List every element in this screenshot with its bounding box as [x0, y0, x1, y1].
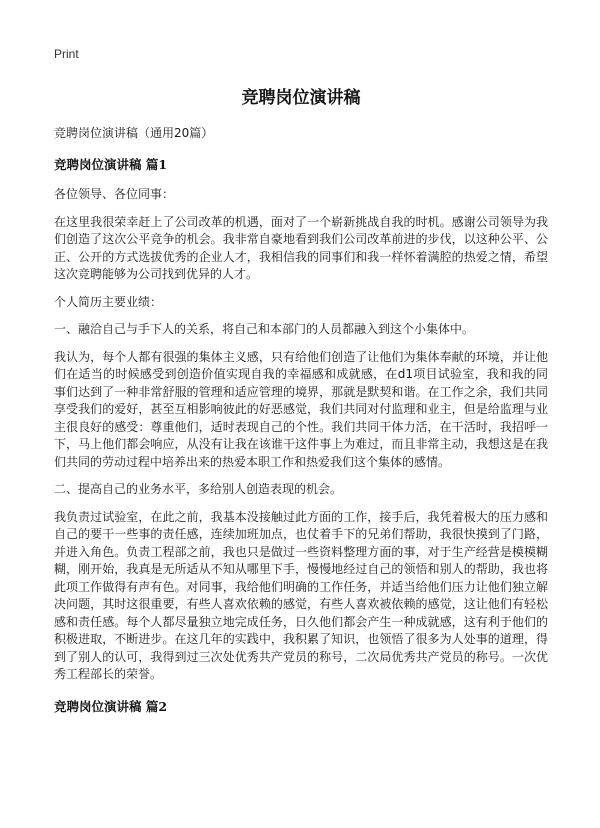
body-paragraph: 一、融洽自己与手下人的关系，将自己和本部门的人员都融入到这个小集体中。: [54, 322, 475, 336]
document-subtitle: 竞聘岗位演讲稿（通用20篇）: [54, 126, 214, 140]
greeting-paragraph: 各位领导、各位同事：: [54, 187, 175, 201]
document-title: 竞聘岗位演讲稿: [241, 88, 361, 108]
section-heading-1: 竞聘岗位演讲稿 篇1: [54, 157, 168, 172]
body-paragraph: 个人简历主要业绩：: [54, 294, 163, 309]
body-paragraph: 在这里我很荣幸赶上了公司改革的机遇，面对了一个崭新挑战自我的时机。感谢公司领导为我们创造了这次公平竞争的机会。我非常自豪地看到我们公司改革前进的步伐，以这种公平、公正、公开的方式选拔优秀的企业人才，我相信我的同事们和我一样怀着满腔的热爱之情，希望这次竞聘能够为公司找到优异的人才。: [54, 214, 548, 281]
print-label[interactable]: Print: [54, 47, 79, 61]
body-paragraph: 我负责过试验室，在此之前，我基本没接触过此方面的工作，接手后，我凭着极大的压力感和自己的要干一些事的责任感，连续加班加点，也仗着手下的兄弟们帮助，我很快摸到了门路，并进入角色。负责工程部之前，我也只是做过一些资料整理方面的事，对于生产经营是模模糊糊，刚开始，我真是无所适从不知从哪里下手，慢慢地经过自己的领悟和别人的帮助，我也将此项工作做得有声有色。对同事，我给他们明确的工作任务，并适当给他们压力让他们独立解决问题，其时这很重要，有些人喜欢依赖的感觉，有些人喜欢被依赖的感觉，这让他们有轻松感和责任感。每个人都尽量独立地完成任务，日久他们都会产生一种成就感，这有利于他们的积极进取，不断进步。在这几年的实践中，我积累了知识，也领悟了很多为人处事的道理，得到了别人的认可，我得到过三次处优秀共产党员的称号，二次局优秀共产党员的称号。一次优秀工程部长的荣誉。: [54, 509, 548, 681]
body-paragraph: 二、提高自己的业务水平，多给别人创造表现的机会。: [54, 482, 343, 496]
section-heading-2: 竞聘岗位演讲稿 篇2: [54, 698, 168, 714]
body-paragraph: 我认为，每个人都有很强的集体主义感，只有给他们创造了让他们为集体奉献的环境，并让他们在适当的时候感受到创造价值实现自我的幸福感和成就感，在d1项目试验室，我和我的同事们达到了一种非常舒服的管理和适应管理的境界，那就是默契和谐。在工作之余，我们共同享受我们的爱好，甚至互相影响彼此的好恶感觉，我们共同对付监理和业主，但是给监理与业主很良好的感受：尊重他们，适时表现自己的个性。我们共同干体力活，在干活时，我招呼一下，马上他们都会响应，从没有让我在该谁干这件事上为难过，而且非常主动，我想这是在我们共同的劳动过程中培养出来的热爱本职工作和热爱我们这个集体的感情。: [54, 349, 548, 469]
